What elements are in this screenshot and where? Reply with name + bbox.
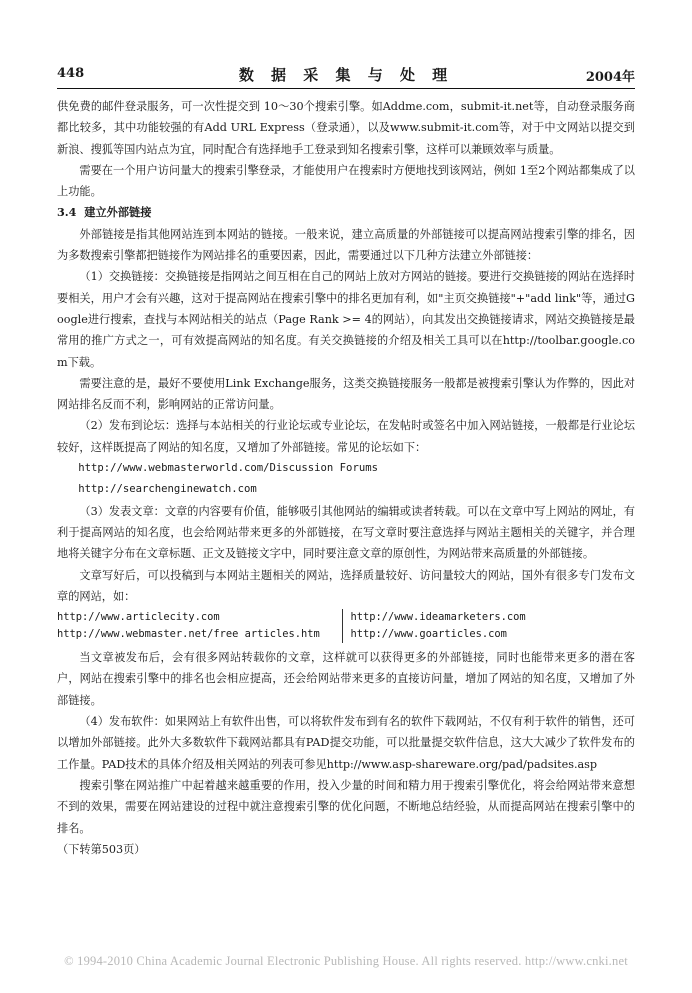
section-title: 建立外部链接 bbox=[84, 205, 152, 220]
article-sites-table bbox=[57, 609, 635, 643]
page-number: 448 bbox=[57, 66, 85, 81]
paragraph: 文章写好后，可以投稿到与本网站主题相关的网站，选择质量较好、访问量较大的网站，国外有很多专门发布文章的网站，如： bbox=[57, 568, 635, 603]
article-sites-right-column bbox=[342, 609, 636, 643]
paragraph: 需要注意的是，最好不要使用Link Exchange服务，这类交换链接服务一般都是被搜索引擎认为作弊的，因此对网站排名反而不利，影响网站的正常访问量。 bbox=[57, 376, 635, 412]
article-site-link[interactable]: http://www.articlecity.com bbox=[57, 611, 220, 624]
paragraph: （1）交换链接：交换链接是指网站之间互相在自己的网站上放对方网站的链接。要进行交换链接的网站在选择时要相关，用户才会有兴趣，这对于提高网站在搜索引擎中的排名更加有利，如"主页交换链接"+"add link"等，通过Google进行搜索，查找与本网站相关的站点（Page Rank >= 4的网站），向其发出交换链接请求，网站交换链接是最常用的推广方式之一，可有效提高网站的知名度。有关交换链接的介绍及相关工具可以在http://toolbar.google.com下载。 bbox=[57, 270, 635, 369]
forum-url[interactable]: http://www.webmasterworld.com/Discussion Forums bbox=[78, 462, 378, 475]
continuation-note: （下转第503页） bbox=[57, 842, 146, 856]
paragraph: 搜索引擎在网站推广中起着越来越重要的作用，投入少量的时间和精力用于搜索引擎优化，将会给网站带来意想不到的效果，需要在网站建设的过程中就注意搜索引擎的优化问题，不断地总结经验，从而提高网站在搜索引擎中的排名。 bbox=[57, 778, 635, 835]
issue-label: 2004年 bbox=[585, 70, 635, 85]
section-heading bbox=[57, 202, 635, 223]
article-sites-left-column bbox=[57, 609, 342, 643]
paragraph: 外部链接是指其他网站连到本网站的链接。一般来说，建立高质量的外部链接可以提高网站搜索引擎的排名，因为多数搜索引擎都把链接作为网站排名的重要因素，因此，需要通过以下几种方法建立外部链接： bbox=[57, 227, 635, 263]
article-body bbox=[57, 96, 635, 860]
article-site-link[interactable]: http://www.webmaster.net/free articles.htm bbox=[57, 628, 320, 641]
paragraph: （4）发布软件：如果网站上有软件出售，可以将软件发布到有名的软件下载网站，不仅有利于软件的销售，还可以增加外部链接。此外大多数软件下载网站都具有PAD提交功能，可以批量提交软件信息，这大大减少了软件发布的工作量。PAD技术的具体介绍及相关网站的列表可参见http://www.asp-shareware.org/pad/padsites.asp bbox=[57, 715, 635, 771]
section-number: 3.4 bbox=[57, 205, 77, 220]
page-header bbox=[57, 62, 635, 89]
forum-url[interactable]: http://searchenginewatch.com bbox=[78, 483, 257, 496]
paragraph: 供免费的邮件登录服务，可一次性提交到 10～30个搜索引擎。如Addme.com，submit-it.net等，自动登录服务商都比较多，其中功能较强的有Add URL Express（登录通），以及www.submit-it.com等，对于中文网站以提交到新浪、搜狐等国内站点为宜，同时配合有选择地手工登录到知名搜索引擎，这样可以兼顾效率与质量。 bbox=[57, 100, 635, 156]
journal-title: 数 据 采 集 与 处 理 bbox=[238, 66, 454, 84]
article-site-link[interactable]: http://www.goarticles.com bbox=[350, 628, 507, 641]
copyright-footer: © 1994-2010 China Academic Journal Electronic Publishing House. All rights reserved. http://www.cnki.net bbox=[64, 954, 628, 968]
paragraph: （3）发表文章：文章的内容要有价值，能够吸引其他网站的编辑或读者转载。可以在文章中写上网站的网址，有利于提高网站的知名度，也会给网站带来更多的外部链接，在写文章时要注意选择与网站主题相关的关键字，并合理地将关键字分布在文章标题、正文及链接文字中，同时要注意文章的原创性，为网站带来高质量的外部链接。 bbox=[57, 504, 635, 561]
paragraph: （2）发布到论坛：选择与本站相关的行业论坛或专业论坛，在发帖时或签名中加入网站链接，一般都是行业论坛较好，这样既提高了网站的知名度，又增加了外部链接。常见的论坛如下： bbox=[57, 419, 635, 454]
paragraph: 需要在一个用户访问量大的搜索引擎登录，才能使用户在搜索时方便地找到该网站，例如 1至2个网站都集成了以上功能。 bbox=[57, 163, 635, 199]
article-site-link[interactable]: http://www.ideamarketers.com bbox=[350, 611, 526, 624]
paragraph: 当文章被发布后，会有很多网站转载你的文章，这样就可以获得更多的外部链接，同时也能带来更多的潜在客户，网站在搜索引擎中的排名也会相应提高，还会给网站带来更多的直接访问量，增加了网站的知名度，又增加了外部链接。 bbox=[57, 651, 635, 707]
